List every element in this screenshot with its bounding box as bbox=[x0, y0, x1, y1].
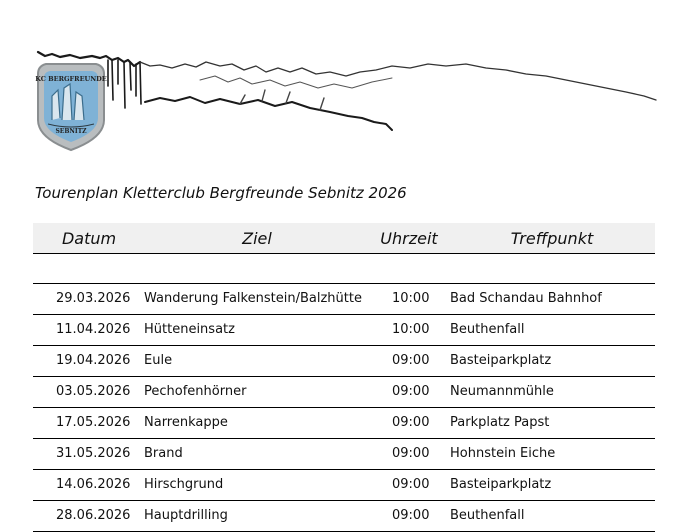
cell-uhrzeit: 09:00 bbox=[392, 353, 430, 368]
cell-treffpunkt: Hohnstein Eiche bbox=[450, 446, 556, 461]
logo-arc-text-bottom: SEBNITZ bbox=[55, 128, 87, 135]
cell-ziel: Brand bbox=[144, 446, 183, 461]
table-row bbox=[33, 377, 655, 408]
rock-skyline-drawing bbox=[38, 52, 656, 130]
cell-datum: 31.05.2026 bbox=[56, 446, 131, 461]
cell-ziel: Eule bbox=[144, 353, 173, 368]
cell-treffpunkt: Bad Schandau Bahnhof bbox=[450, 291, 602, 306]
cell-treffpunkt: Beuthenfall bbox=[450, 322, 525, 337]
header-uhrzeit: Uhrzeit bbox=[380, 229, 438, 248]
cell-datum: 28.06.2026 bbox=[56, 508, 131, 523]
table-row bbox=[33, 315, 655, 346]
tour-table-body bbox=[33, 283, 655, 532]
cell-treffpunkt: Basteiparkplatz bbox=[450, 477, 552, 492]
cell-ziel: Hirschgrund bbox=[144, 477, 224, 492]
table-row bbox=[33, 470, 655, 501]
cell-ziel: Narrenkappe bbox=[144, 415, 228, 430]
cell-treffpunkt: Parkplatz Papst bbox=[450, 415, 550, 430]
table-row bbox=[33, 408, 655, 439]
cell-datum: 29.03.2026 bbox=[56, 291, 131, 306]
table-row bbox=[33, 439, 655, 470]
cell-datum: 17.05.2026 bbox=[56, 415, 131, 430]
cell-datum: 14.06.2026 bbox=[56, 477, 131, 492]
cell-uhrzeit: 10:00 bbox=[392, 322, 430, 337]
header-illustration bbox=[0, 0, 700, 170]
table-header bbox=[33, 223, 655, 254]
cell-ziel: Pechofenhörner bbox=[144, 384, 247, 399]
table-row bbox=[33, 346, 655, 377]
cell-datum: 11.04.2026 bbox=[56, 322, 131, 337]
club-logo bbox=[35, 64, 107, 150]
document-title: Tourenplan Kletterclub Bergfreunde Sebnitz 2026 bbox=[35, 184, 407, 202]
cell-ziel: Hütteneinsatz bbox=[144, 322, 235, 337]
cell-treffpunkt: Neumannmühle bbox=[450, 384, 554, 399]
logo-arc-text-top: KC BERGFREUNDE bbox=[35, 75, 107, 83]
header-ziel: Ziel bbox=[242, 229, 272, 248]
cell-treffpunkt: Basteiparkplatz bbox=[450, 353, 552, 368]
cell-uhrzeit: 09:00 bbox=[392, 477, 430, 492]
cell-datum: 19.04.2026 bbox=[56, 353, 131, 368]
cell-uhrzeit: 09:00 bbox=[392, 415, 430, 430]
cell-datum: 03.05.2026 bbox=[56, 384, 131, 399]
cell-ziel: Hauptdrilling bbox=[144, 508, 228, 523]
cell-uhrzeit: 09:00 bbox=[392, 446, 430, 461]
table-row bbox=[33, 283, 655, 315]
cell-treffpunkt: Beuthenfall bbox=[450, 508, 525, 523]
cell-ziel: Wanderung Falkenstein/Balzhütte bbox=[144, 291, 362, 306]
cell-uhrzeit: 09:00 bbox=[392, 384, 430, 399]
header-datum: Datum bbox=[61, 229, 117, 248]
cell-uhrzeit: 10:00 bbox=[392, 291, 430, 306]
cell-uhrzeit: 09:00 bbox=[392, 508, 430, 523]
header-treffpunkt: Treffpunkt bbox=[510, 229, 594, 248]
table-row bbox=[33, 501, 655, 532]
